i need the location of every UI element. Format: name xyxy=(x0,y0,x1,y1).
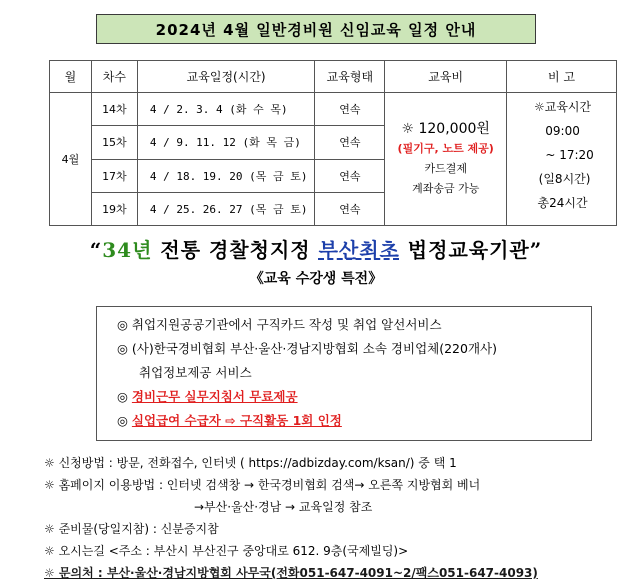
note-cell xyxy=(507,93,617,226)
dates-cell: 4 / 25. 26. 27 (목 금 토) xyxy=(137,192,315,225)
fee-transfer: 계좌송금 가능 xyxy=(412,182,480,195)
session-cell: 15차 xyxy=(91,126,137,159)
fee-card: 카드결제 xyxy=(424,162,467,175)
benefit-bullet: ◎ xyxy=(117,413,132,428)
info-prepare: ☼ 준비물(당일지참) : 신분증지참 xyxy=(44,522,219,536)
headline-quote-open: “ xyxy=(89,238,103,262)
benefit-bullet: ◎ xyxy=(117,389,132,404)
page-title: 2024년 4월 일반경비원 신임교육 일정 안내 xyxy=(96,14,536,44)
note-line: 09:00 xyxy=(545,124,580,138)
benefit-highlight: 실업급여 수급자 ⇨ 구직활동 1회 인정 xyxy=(131,413,342,428)
headline xyxy=(0,234,632,263)
info-homepage: ☼ 홈페이지 이용방법 : 인터넷 검색창 → 한국경비협회 검색→ 오른쪽 지방협회 베너 xyxy=(44,478,481,492)
type-cell: 연속 xyxy=(315,192,385,225)
benefit-highlight: 경비근무 실무지침서 무료제공 xyxy=(131,389,298,404)
benefit-item: ◎ (사)한국경비협회 부산·울산·경남지방협회 소속 경비업체(220개사) xyxy=(117,341,497,356)
header-schedule: 교육일정(시간) xyxy=(137,61,315,93)
schedule-table xyxy=(49,60,617,226)
header-fee: 교육비 xyxy=(385,61,507,93)
note-line: ~ 17:20 xyxy=(545,148,594,162)
session-cell: 19차 xyxy=(91,192,137,225)
headline-years: 34년 xyxy=(102,238,153,262)
header-note: 비 고 xyxy=(507,61,617,93)
info-contact: ☼ 문의처 : 부산·울산·경남지방협회 사무국(전화051-647-4091~2/팩스051-647-4093) xyxy=(44,566,538,580)
type-cell: 연속 xyxy=(315,93,385,126)
benefit-item xyxy=(117,385,591,409)
note-line: ☼교육시간 xyxy=(533,100,592,114)
session-cell: 17차 xyxy=(91,159,137,192)
info-apply: ☼ 신청방법 : 방문, 전화접수, 인터넷 ( https://adbizday.com/ksan/) 중 택 1 xyxy=(44,456,457,470)
header-session: 차수 xyxy=(91,61,137,93)
benefits-box xyxy=(96,306,592,441)
info-homepage-cont: →부산·울산·경남 → 교육일정 참조 xyxy=(194,500,373,514)
benefit-item-cont: 취업정보제공 서비스 xyxy=(139,365,252,380)
fee-included: (필기구, 노트 제공) xyxy=(397,142,494,155)
benefit-item xyxy=(117,409,591,433)
benefit-item: ◎ 취업지원공공기관에서 구직카드 작성 및 취업 알선서비스 xyxy=(117,317,442,332)
headline-quote-close: ” xyxy=(529,238,543,262)
type-cell: 연속 xyxy=(315,126,385,159)
dates-cell: 4 / 9. 11. 12 (화 목 금) xyxy=(137,126,315,159)
note-line: 총24시간 xyxy=(537,196,588,210)
info-directions: ☼ 오시는길 <주소 : 부산시 부산진구 중앙대로 612. 9층(국제빌딩)> xyxy=(44,544,409,558)
month-cell: 4월 xyxy=(50,93,92,226)
header-type: 교육형태 xyxy=(315,61,385,93)
headline-first-busan: 부산최초 xyxy=(318,238,400,262)
fee-amount: ☼ 120,000원 xyxy=(401,121,490,137)
table-row xyxy=(50,93,617,126)
table-header-row xyxy=(50,61,617,93)
header-month: 월 xyxy=(50,61,92,93)
type-cell: 연속 xyxy=(315,159,385,192)
benefits-heading: 《교육 수강생 특전》 xyxy=(249,271,383,287)
session-cell: 14차 xyxy=(91,93,137,126)
dates-cell: 4 / 18. 19. 20 (목 금 토) xyxy=(137,159,315,192)
headline-text: 전통 경찰청지정 xyxy=(152,238,319,262)
headline-text: 법정교육기관 xyxy=(399,238,530,262)
dates-cell: 4 / 2. 3. 4 (화 수 목) xyxy=(137,93,315,126)
note-line: (일8시간) xyxy=(538,172,591,186)
fee-cell xyxy=(385,93,507,226)
info-section xyxy=(44,452,624,584)
